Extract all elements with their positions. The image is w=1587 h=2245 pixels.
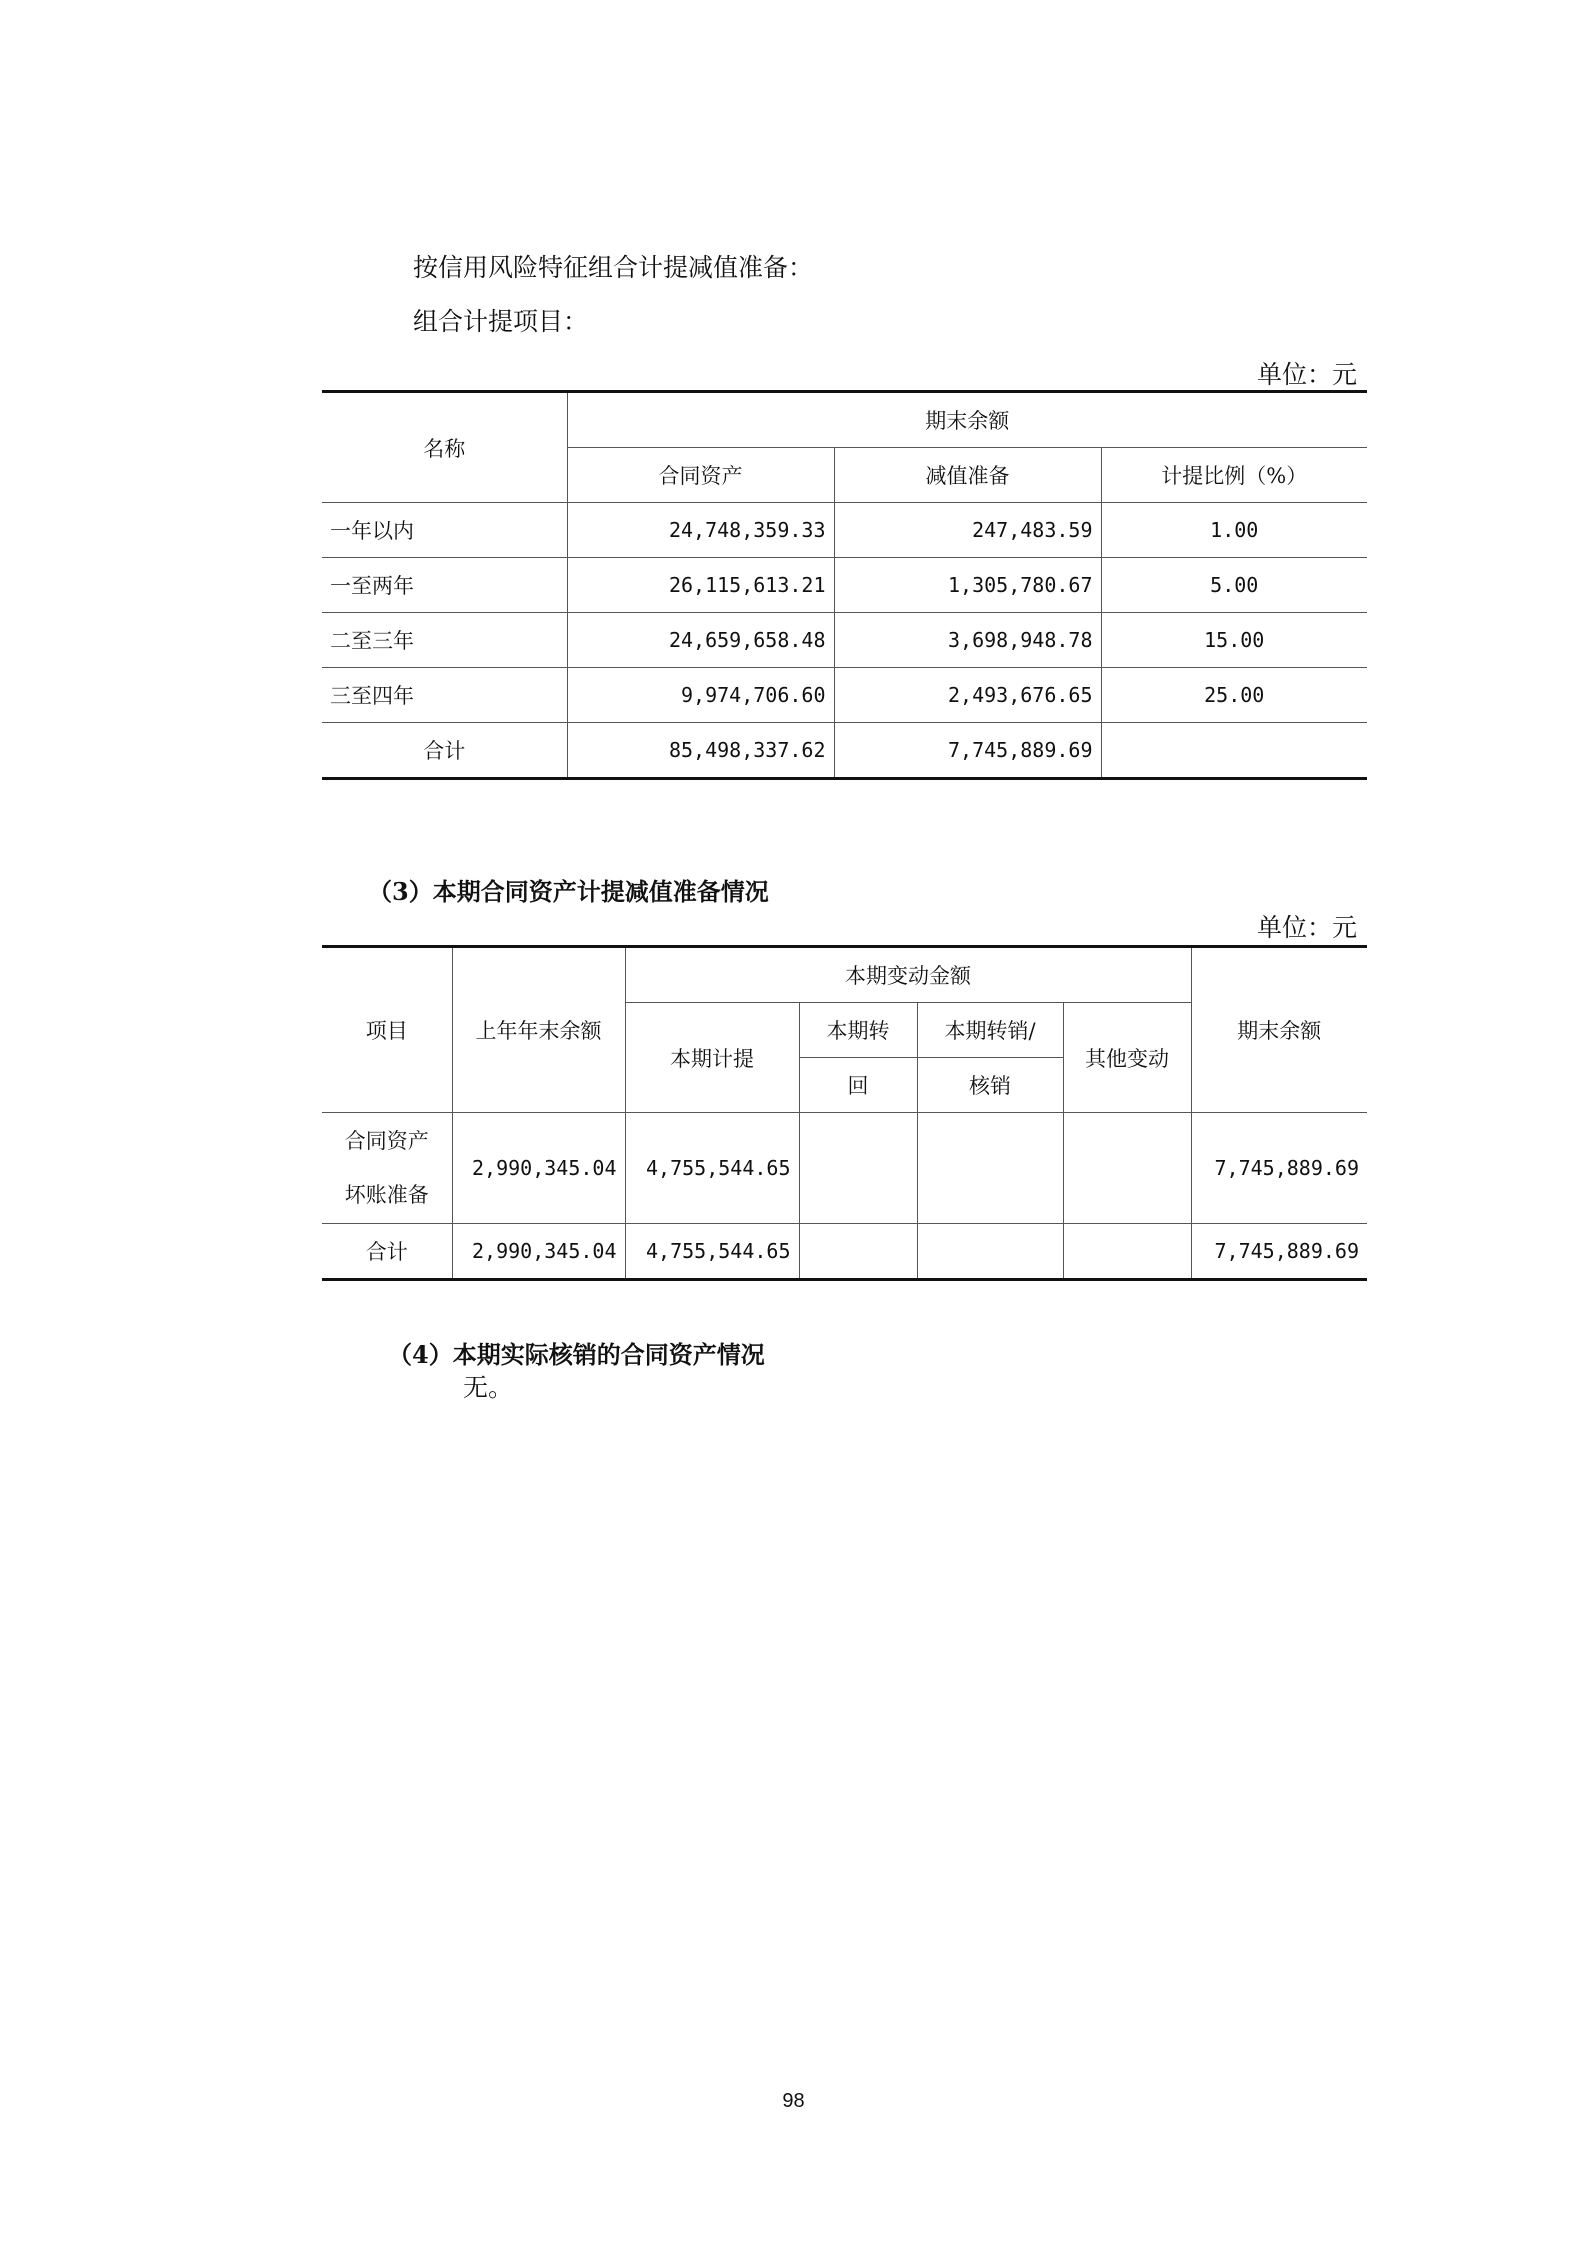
row-item [322, 1113, 452, 1224]
header-writeoff-line2: 核销 [917, 1058, 1063, 1113]
row-provision: 4,755,544.65 [625, 1113, 799, 1224]
header-end-balance: 期末余额 [1191, 947, 1367, 1113]
row-asset: 26,115,613.21 [567, 558, 834, 613]
row-ratio: 5.00 [1101, 558, 1367, 613]
table-row [322, 558, 1367, 613]
row-name: 一至两年 [322, 558, 567, 613]
table-row [322, 1113, 1367, 1224]
table-row-total [322, 1224, 1367, 1280]
row-reversal [799, 1113, 917, 1224]
header-period-end-balance: 期末余额 [567, 392, 1367, 448]
header-prev-balance: 上年年末余额 [452, 947, 625, 1113]
table-row [322, 503, 1367, 558]
section-4-title: （4）本期实际核销的合同资产情况 [388, 1340, 765, 1369]
row-ratio [1101, 723, 1367, 779]
row-impairment: 247,483.59 [834, 503, 1101, 558]
intro-line-1: 按信用风险特征组合计提减值准备： [413, 253, 814, 282]
table-row [322, 668, 1367, 723]
header-other-change: 其他变动 [1063, 1003, 1191, 1113]
row-other [1063, 1113, 1191, 1224]
row-asset: 9,974,706.60 [567, 668, 834, 723]
row-impairment: 3,698,948.78 [834, 613, 1101, 668]
row-prev: 2,990,345.04 [452, 1113, 625, 1224]
table-row [322, 613, 1367, 668]
row-ratio: 25.00 [1101, 668, 1367, 723]
section-3-title: （3）本期合同资产计提减值准备情况 [368, 877, 769, 906]
header-item: 项目 [322, 947, 452, 1113]
row-name: 二至三年 [322, 613, 567, 668]
row-end: 7,745,889.69 [1191, 1224, 1367, 1280]
row-provision: 4,755,544.65 [625, 1224, 799, 1280]
row-asset: 85,498,337.62 [567, 723, 834, 779]
row-writeoff [917, 1224, 1063, 1280]
impairment-change-table [322, 945, 1367, 1281]
header-provision: 本期计提 [625, 1003, 799, 1113]
header-name: 名称 [322, 392, 567, 503]
row-impairment: 1,305,780.67 [834, 558, 1101, 613]
header-impairment: 减值准备 [834, 448, 1101, 503]
header-writeoff-line1: 本期转销/ [917, 1003, 1063, 1058]
row-prev: 2,990,345.04 [452, 1224, 625, 1280]
page-number: 98 [782, 2090, 805, 2112]
row-end: 7,745,889.69 [1191, 1113, 1367, 1224]
row-item-line2: 坏账准备 [344, 1183, 429, 1207]
header-reversal-line1: 本期转 [799, 1003, 917, 1058]
row-item-line1: 合同资产 [344, 1129, 429, 1153]
row-writeoff [917, 1113, 1063, 1224]
section-4-body: 无。 [463, 1373, 514, 1402]
row-impairment: 7,745,889.69 [834, 723, 1101, 779]
row-ratio: 1.00 [1101, 503, 1367, 558]
row-name: 三至四年 [322, 668, 567, 723]
row-ratio: 15.00 [1101, 613, 1367, 668]
header-ratio: 计提比例（%） [1101, 448, 1367, 503]
row-asset: 24,659,658.48 [567, 613, 834, 668]
row-other [1063, 1224, 1191, 1280]
intro-line-2: 组合计提项目： [413, 307, 589, 336]
row-reversal [799, 1224, 917, 1280]
header-reversal-line2: 回 [799, 1058, 917, 1113]
unit-label-2: 单位：元 [1256, 913, 1357, 942]
row-name: 合计 [322, 723, 567, 779]
row-name: 一年以内 [322, 503, 567, 558]
row-asset: 24,748,359.33 [567, 503, 834, 558]
header-change-amount: 本期变动金额 [625, 947, 1191, 1003]
unit-label-1: 单位：元 [1256, 360, 1357, 389]
row-impairment: 2,493,676.65 [834, 668, 1101, 723]
portfolio-provision-table [322, 390, 1367, 780]
header-contract-asset: 合同资产 [567, 448, 834, 503]
table-row-total [322, 723, 1367, 779]
row-item: 合计 [322, 1224, 452, 1280]
